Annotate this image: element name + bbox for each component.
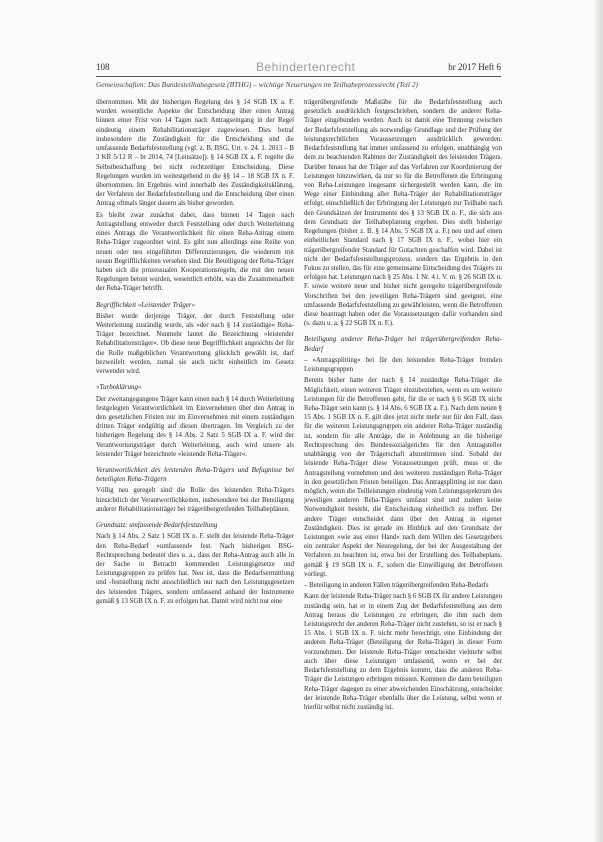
body-paragraph: – Beteiligung in anderen Fällen trägerübergreifenden Reha-Bedarfs <box>304 582 489 590</box>
body-paragraph: Nach § 14 Abs. 2 Satz 1 SGB IX n. F. stellt der leistende Reha-Träger den Reha-Bedarf »umfassend« fest. Nach bisherigen BSG-Rechtsprechung bedeutet dies u. a., dass der Reha-Antrag auch alle in der Sache in Betracht kommenden Leistungsgesetze und Leistungsgruppen zu prüfen hat. Neu ist, dass die Bedarfsermittlung und -feststellung nicht ausschließlich nur nach den Leistungsgesetzen des leistenden Trägers, sondern umfassend anhand der Instrumente gemäß § 13 SGB IX n. F. zu erfolgen hat. Damit wird nicht nur eine <box>96 533 294 605</box>
body-paragraph: trägerübergreifende Maßstäbe für die Bedarfsfeststellung auch gesetzlich ausdrücklich festgeschrieben, sondern die anderer Reha-Träger eingebunden werden. Auch ist damit eine Trennung zwischen der Bedarfsfeststellung als notwendige Grundlage und der Prüfung der leistungsrechtlichen Voraussetzungen ausdrücklich geworden. Bedarfsfeststellung hat immer umfassend zu erfolgen, unabhängig von dem zu beachtenden Rahmen der Zuständigkeit des leistenden Trägers. Darüber hinaus hat der Träger auf das Verfahren zur Koordinierung der Leistungen hinzuwirken, da nur so für die Betroffenen die Erbringung von Reha-Leistungen insgesamt sichergestellt werden kann, die im Wege einer Einbindung aller Reha-Träger der Rehabilitationsträger erfolgt, einschließlich der Erbringung der Leistungen zur Teilhabe nach den Grundsätzen der Instrumente des § 13 SGB IX n. F., die sich aus dem Grundsatz der Teilhabeplanung ergeben. Dies stellt bisherige Regelungen (bisher z. B. § 14 Abs. 5 SGB IX a. F.) neu und auf einen einheitlichen Standard nach § 17 SGB IX n. F., wobei hier ein trägerübergreifender Standard für Gutachten geschaffen wird. Dabei ist nicht der Bedarfsfeststellungsprozess, sondern das Ergebnis in den Fokus zu stellen, das für eine gemeinsame Entscheidung des Trägers zu erfolgen hat. Leistungen nach § 25 Abs. 1 Nr. 4 i. V. m. § 26 SGB IX n. F. sowie weitere neue und bisher nicht geregelte trägerübergreifende Vorschriften bei den jeweiligen Reha-Trägern sind geeignet, eine umfassende Bedarfsfeststellung zu gewährleisten, wenn die Betroffenen diese beantragt haben oder die Voraussetzungen dafür vorhanden sind (s. dazu u. a. § 22 SGB IX n. F.). <box>304 99 502 328</box>
body-paragraph: Völlig neu geregelt sind die Rolle des leistenden Reha-Trägers hinsichtlich der Verantwortlichkeiten, insbesondere bei der Beteiligung anderer Rehabilitationsträger bei trägerübergreifenden Teilhabeplänen. <box>96 487 294 513</box>
section-heading: »Turboklärung« <box>96 383 142 392</box>
section-heading: Begrifflichkeit »Leistender Träger« <box>96 300 196 309</box>
running-title: Gemeinschaften: Das Bundesteilhabegesetz (BTHG) – wichtige Neuerungen im Teilhabeprozessrecht (Teil 2) <box>96 80 418 89</box>
page-header <box>96 60 501 74</box>
header-rule <box>96 76 501 77</box>
left-column <box>96 98 294 804</box>
journal-title: Behindertenrecht <box>256 60 356 74</box>
right-column <box>304 98 502 804</box>
body-paragraph: – »Antragsplitting« bei für den leistenden Reha-Träger fremden Leistungsgruppen <box>304 356 502 374</box>
issue-label: br 2017 Heft 6 <box>448 62 501 72</box>
body-paragraph: Der zweitangegangene Träger kann einen nach § 14 durch Weiterleitung festgelegten Verantwortlichkeit im Einvernehmen über den Antrag in den gesetzlichen Fristen nur im Einvernehmen mit einem zuständigen dritten Träger endgültig auf diesen übertragen. Im Vergleich zu der bisherigen Regelung des § 14 Abs. 2 Satz 5 SGB IX a. F. wird der Verantwortungsträger durch Weiterleitung, auch wird unsere als leistender Träger bezeichnete »leistende Reha-Träger«. <box>96 395 294 458</box>
page-number: 108 <box>96 62 110 72</box>
page-fold-shadow <box>595 0 603 842</box>
body-paragraph: Es bleibt zwar zunächst dabei, dass binnen 14 Tagen nach Antragstellung entweder durch Feststellung oder durch Weiterleitung eines Antrags die Verantwortlichkeit für einen Reha-Antrag einem Reha-Träger zugeordnet wird. Es gibt nun allerdings eine Reihe von neuen oder neu eingeführten Differenzierungen, die wiederum mit neuen Begrifflichkeiten versehen sind. Die Beteiligung der Reha-Träger haben sich die prozessualen Kooperationsregeln, die mit den neuen Regelungen betont wurden, wesentlich erhöht, was die Zusammenarbeit der Reha-Träger betrifft. <box>96 211 294 293</box>
section-heading: Beteiligung anderer Reha-Träger bei trägerübergreifenden Reha-Bedarf <box>304 335 502 353</box>
body-paragraph: Bereits bisher hatte der nach § 14 zuständige Reha-Träger die Möglichkeit, einen weiteren Träger einzubeziehen, wenn es um weitere Leistungen für die Betroffenen geht, für die er nach § 6 SGB IX nicht Reha-Träger sein kann (s. § 14 Abs. 6 SGB IX a. F.). Nach dem neuen § 15 Abs. 1 SGB IX n. F. gilt dies jetzt nicht mehr nur für den Fall, dass für die weiteren Leistungsgruppen ein anderer Reha-Träger zuständig ist, sondern für alle Anträge, die in Anlehnung an die bisherige Rechtsprechung des Bundessozialgerichts für den Antragsteller unabhängig von der Trägerschaft abzustimmen sind. Sobald der leistende Reha-Träger diese Voraussetzungen prüft, muss er die Antragsteilung vornehmen und den weiteren zuständigen Reha-Träger in den gesetzlichen Fristen beteiligen. Das Antragsplitting ist nur dann möglich, wenn die Teilleistungen eindeutig vom Leistungsspektrum des jeweiligen anderen Reha-Trägers umfasst sind und zudem keine Notwendigkeit besteht, die Entscheidung einheitlich zu treffen. Der andere Träger entscheidet dann über den Antrag in eigener Zuständigkeit. Dies ist gerade im Hinblick auf den Grundsatz der Leistungen »wie aus einer Hand« nach dem Willen des Gesetzgebers ein zentraler Aspekt der Neuregelung, der bei der Ausgestaltung der Verfahren zu beachten ist, etwa bei der Erstellung des Teilhabeplans, gemäß § 19 SGB IX n. F., sofern die Einwilligung der Betroffenen vorliegt. <box>304 377 502 578</box>
body-paragraph: übernommen. Mit der bisherigen Regelung des § 14 SGB IX a. F. wurden wesentliche Aspekte der Entscheidung über einen Antrag binnen einer Frist von 14 Tagen nach Antragseingang in der Regel eindeutig einem Rehabilitationsträger zugewiesen. Dies betraf insbesondere die Zuständigkeit für die Entscheidung und die umfassende Bedarfsfeststellung (vgl. z. B. BSG, Urt. v. 24. 1. 2013 – B 3 KR 5/12 R – br 2014, 74 [Leitsätze]). § 14 SGB IX a. F. regelte die Selbstbeschaffung bei nicht rechtzeitiger Entscheidung. Diese Regelungen wurden im weitestgehend in die §§ 14 – 18 SGB IX n. F. übernommen. Im Ergebnis wird innerhalb des Zuständigkeitsklärung, der Verfahren der Bedarfsfeststellung und die Entscheidung über einen Antrag oftmals länger dauern als bisher geworden. <box>96 99 294 208</box>
body-paragraph: Kann der leistende Reha-Träger nach § 6 SGB IX für andere Leistungen zuständig sein, hat er in einem Zug der Bedarfsfeststellung aus dem Antrag heraus die Leistungen zu erbringen, die ihm nach dem Leistungsrecht der anderen Reha-Träger nicht zustehen, so ist er nach § 15 Abs. 1 SGB IX n. F. nicht mehr berechtigt, eine Einbindung der anderen Reha-Träger (Beteiligung der Reha-Träger) in dieser Form vorzunehmen. Der leistende Reha-Träger entscheidet vielmehr selbst auch über diese Leistungen umfassend, wenn er bei der Bedarfsfeststellung zu dem Ergebnis kommt, dass die anderen Reha-Träger die Leistungen erbringen müssten. Kommen die dann beteiligten Reha-Träger dagegen zu einer abweichenden Einschätzung, entscheidet der leistende Reha-Träger ebenfalls über die Leistung, selbst wenn er hierfür selbst nicht zuständig ist. <box>304 593 502 711</box>
body-paragraph: Bisher wurde derjenige Träger, der durch Feststellung oder Weiterleitung zuständig wurde, als »der nach § 14 zuständige« Reha-Träger bezeichnet. Nunmehr lautet die Bezeichnung »leistender Rehabilitationsträger«. Ob diese neue Begrifflichkeit angesichts der für die Rolle maßgeblichen Verantwortung glücklich gewählt ist, darf bezweifelt werden, zumal sie auch nicht einheitlich im Gesetz verwendet wird. <box>96 312 294 376</box>
section-heading: Grundsatz: umfassende Bedarfsfeststellung <box>96 521 218 530</box>
section-heading: Verantwortlichkeit des leistenden Reha-Trägers und Befugnisse bei beteiligten Reha-Trägern <box>96 466 294 484</box>
